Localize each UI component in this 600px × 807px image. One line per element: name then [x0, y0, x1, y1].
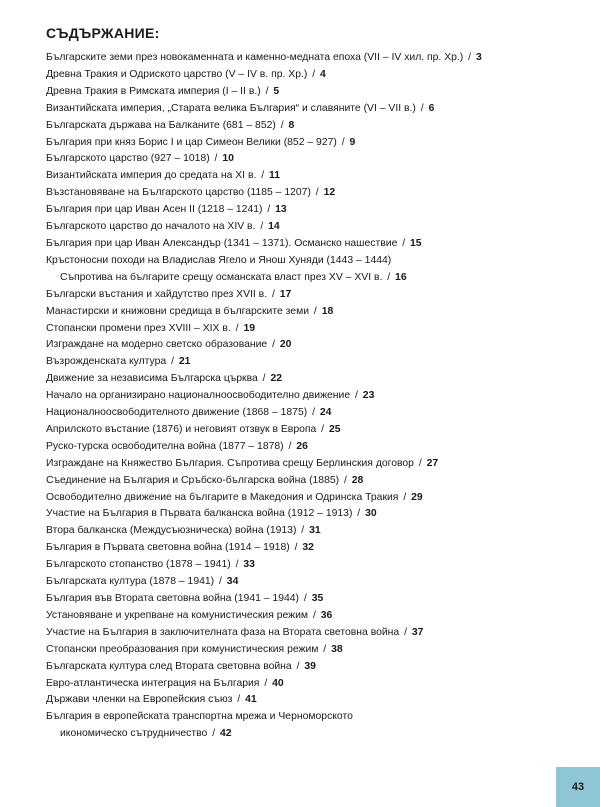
toc-entry-title: Византийската империя, „Старата велика България“ и славяните (VI – VII в.): [46, 102, 416, 114]
toc-entry: [46, 422, 576, 439]
toc-entry-page: 31: [309, 525, 321, 537]
toc-entry-page: 41: [245, 694, 257, 706]
toc-separator: /: [269, 339, 278, 351]
toc-entry-page: 11: [269, 170, 281, 182]
toc-entry-title: Византийската империя до средата на XI в.: [46, 170, 257, 182]
toc-entry-page: 16: [395, 271, 407, 283]
toc-entry-title: Изграждане на модерно светско образование: [46, 339, 268, 351]
toc-separator: /: [293, 660, 303, 672]
toc-entry-page: 6: [428, 102, 435, 114]
toc-entry-title-continued: Съпротива на българите срещу османската власт през XV – XVI в. / 16: [60, 271, 407, 283]
toc-separator: /: [232, 322, 242, 334]
toc-entry-page: 19: [243, 322, 255, 334]
toc-entry-title: Стопански промени през XVIII – XIX в.: [46, 322, 231, 334]
toc-separator: /: [352, 390, 361, 402]
toc-entry-page: 20: [279, 339, 292, 351]
toc-entry-page: 4: [320, 68, 326, 80]
toc-entry: [46, 168, 576, 185]
toc-entry-page: 21: [178, 356, 191, 368]
toc-entry-page: 26: [296, 440, 308, 452]
toc-entry-title: Изграждане на Княжество България. Съпротива срещу Берлинския договор: [46, 457, 414, 469]
toc-entry-title: Участие на България в Първата балканска война (1912 – 1913): [46, 508, 353, 520]
toc-entry-page-ref: [207, 728, 231, 739]
toc-entry-page: 12: [323, 187, 336, 199]
toc-entry: [46, 557, 576, 574]
toc-separator: /: [301, 593, 310, 604]
toc-entry-title: България при цар Иван Асен II (1218 – 1241): [46, 204, 263, 216]
toc-separator: /: [261, 677, 271, 689]
toc-entry-page: 30: [365, 508, 377, 520]
toc-entry-title: Българското царство (927 – 1018): [46, 153, 210, 165]
toc-entry-page: 32: [302, 542, 314, 554]
toc-entry-page: 42: [220, 728, 232, 740]
page-title: СЪДЪРЖАНИЕ:: [46, 25, 160, 41]
toc-entry: [46, 676, 576, 693]
toc-separator: /: [311, 305, 320, 317]
toc-separator: /: [341, 474, 350, 486]
toc-entry-title: Участие на България в заключителната фаза на Втората световна война: [46, 626, 400, 638]
toc-separator: /: [298, 525, 308, 537]
toc-entry-title: България в европейската транспортна мрежа и Черноморското: [46, 711, 353, 723]
toc-entry: [46, 287, 576, 304]
toc-separator: /: [401, 626, 410, 638]
toc-entry: [46, 591, 576, 608]
toc-entry: [46, 490, 576, 507]
toc-separator: /: [234, 694, 244, 706]
toc-entry: [46, 202, 576, 219]
toc-entry-title: Възстановяване на Българското царство (1185 – 1207): [46, 187, 311, 199]
toc-separator: /: [354, 508, 364, 520]
toc-separator: /: [400, 491, 410, 503]
toc-entry-page: 14: [268, 221, 280, 233]
toc-entry: [46, 523, 576, 540]
toc-entry: [46, 709, 576, 743]
toc-entry-page: 28: [351, 474, 364, 486]
toc-separator: /: [258, 170, 268, 182]
toc-entry-title: Движение за независима Българска църква: [46, 373, 258, 385]
toc-entry: [46, 135, 576, 152]
toc-entry-page: 24: [319, 407, 332, 419]
toc-separator: /: [309, 68, 318, 80]
toc-entry-page: 25: [328, 423, 341, 435]
toc-entry-title: Съединение на България и Сръбско-българска война (1885): [46, 474, 340, 486]
toc-entry: [46, 118, 576, 135]
page-number-badge: [556, 767, 600, 807]
toc-entry: [46, 540, 576, 557]
toc-entry-page: 13: [275, 204, 287, 216]
toc-separator: /: [216, 576, 225, 588]
toc-separator: /: [318, 423, 327, 435]
toc-entry-title: България в Първата световна война (1914 – 1918): [46, 542, 290, 554]
toc-entry-title: Начало на организирано националноосвободително движение: [46, 390, 351, 402]
toc-entry: [46, 304, 576, 321]
toc-separator: /: [211, 153, 221, 165]
toc-entry: [46, 642, 576, 659]
toc-entry-page: 29: [411, 491, 423, 503]
toc-separator: /: [320, 643, 330, 655]
toc-entry-title: Кръстоносни походи на Владислав Ягело и Янош Хуняди (1443 – 1444): [46, 254, 392, 266]
toc-separator: /: [291, 542, 301, 554]
toc-entry: [46, 371, 576, 388]
toc-entry-page: 23: [362, 390, 375, 402]
toc-entry-page: 17: [279, 288, 292, 300]
toc-entry: [46, 253, 576, 287]
toc-separator: /: [465, 52, 474, 63]
page-number: 43: [571, 781, 585, 793]
toc-entry: [46, 692, 576, 709]
toc-separator: /: [415, 457, 425, 469]
toc-entry: [46, 219, 576, 236]
toc-separator: /: [309, 407, 318, 419]
toc-entry-title-continued: икономическо сътрудничество / 42: [60, 728, 232, 740]
toc-entry-page: 39: [304, 660, 316, 672]
toc-separator: /: [209, 728, 218, 740]
toc-entry: [46, 439, 576, 456]
toc-entry: [46, 473, 576, 490]
toc-separator: /: [285, 440, 295, 452]
toc-entry-title: Руско-турска освободителна война (1877 – 1878): [46, 440, 284, 452]
toc-entry-page: 34: [226, 576, 239, 588]
toc-entry: [46, 67, 576, 84]
toc-entry-page: 10: [222, 153, 234, 165]
toc-list: [46, 50, 576, 743]
toc-separator: /: [312, 187, 322, 199]
toc-separator: /: [338, 136, 348, 148]
toc-entry-title: Освободително движение на българите в Македония и Одринска Тракия: [46, 491, 399, 503]
toc-entry-page: 15: [410, 237, 422, 249]
toc-entry-title: Българската култура след Втората световна война: [46, 660, 292, 672]
toc-entry-page: 35: [311, 593, 324, 604]
toc-entry: [46, 84, 576, 101]
toc-separator: /: [399, 237, 409, 249]
toc-entry: [46, 50, 576, 67]
toc-entry-title: България във Втората световна война (1941 – 1944): [46, 593, 300, 604]
toc-separator: /: [417, 102, 427, 114]
toc-entry: [46, 101, 576, 118]
toc-entry-title: Държави членки на Европейския съюз: [46, 694, 233, 706]
toc-entry-title: Българското царство до началото на XIV в.: [46, 221, 256, 233]
toc-entry-page: 40: [272, 677, 284, 689]
toc-entry: [46, 337, 576, 354]
toc-entry: [46, 405, 576, 422]
toc-entry-title: България при княз Борис I и цар Симеон Велики (852 – 927): [46, 136, 337, 148]
toc-entry-title: Установяване и укрепване на комунистическия режим: [46, 609, 309, 621]
toc-entry: [46, 321, 576, 338]
toc-entry-page: 38: [331, 643, 343, 655]
toc-entry-title: Втора балканска (Междусъюзническа) война (1913): [46, 525, 297, 537]
toc-entry-title: Националноосвободителното движение (1868 – 1875): [46, 407, 308, 419]
toc-entry: [46, 354, 576, 371]
toc-entry-title: Българските земи през новокаменната и каменно-медната епоха (VII – IV хил. пр. Хр.): [46, 52, 464, 63]
toc-entry: [46, 659, 576, 676]
toc-separator: /: [262, 85, 272, 97]
toc-entry-title: Българската култура (1878 – 1941): [46, 576, 215, 588]
toc-separator: /: [259, 373, 269, 385]
toc-entry-page: 27: [426, 457, 439, 469]
toc-entry: [46, 151, 576, 168]
toc-entry-title: Древна Тракия и Одриското царство (V – IV в. пр. Хр.): [46, 68, 308, 80]
toc-entry-page: 22: [270, 373, 283, 385]
toc-entry-title: Древна Тракия в Римската империя (I – II в.): [46, 85, 261, 97]
toc-entry-page: 9: [349, 136, 356, 148]
toc-entry: [46, 388, 576, 405]
toc-entry: [46, 185, 576, 202]
toc-entry-title: Евро-атлантическа интеграция на България: [46, 677, 260, 689]
toc-separator: /: [168, 356, 177, 368]
toc-separator: /: [264, 204, 274, 216]
toc-separator: /: [277, 119, 287, 131]
toc-entry-title: Българското стопанство (1878 – 1941): [46, 559, 231, 571]
toc-entry: [46, 236, 576, 253]
toc-entry-page: 5: [273, 85, 280, 97]
toc-entry-title: Българската държава на Балканите (681 – 852): [46, 119, 276, 131]
toc-entry-page: 8: [288, 119, 295, 131]
toc-separator: /: [232, 559, 242, 571]
toc-entry-title: Възрожденската култура: [46, 356, 167, 368]
toc-entry-title: Манастирски и книжовни средища в българските земи: [46, 305, 310, 317]
toc-entry-page: 36: [320, 609, 333, 621]
toc-entry: [46, 506, 576, 523]
toc-entry-title: България при цар Иван Александър (1341 – 1371). Османско нашествие: [46, 237, 398, 249]
toc-entry-title: Априлското въстание (1876) и неговият отзвук в Европа: [46, 423, 317, 435]
toc-entry: [46, 574, 576, 591]
toc-entry-title: Български въстания и хайдутство през XVII в.: [46, 288, 268, 300]
toc-entry-title: Стопански преобразования при комунистическия режим: [46, 643, 319, 655]
toc-separator: /: [310, 609, 319, 621]
toc-entry-page: 18: [321, 305, 334, 317]
toc-entry-page: 37: [411, 626, 424, 638]
toc-separator: /: [257, 221, 267, 233]
toc-entry: [46, 608, 576, 625]
toc-separator: /: [384, 271, 394, 283]
toc-entry: [46, 456, 576, 473]
toc-entry-page-ref: [382, 272, 406, 283]
toc-entry-page: 33: [243, 559, 255, 571]
toc-entry: [46, 625, 576, 642]
toc-entry-page: 3: [475, 52, 482, 63]
toc-separator: /: [269, 288, 278, 300]
